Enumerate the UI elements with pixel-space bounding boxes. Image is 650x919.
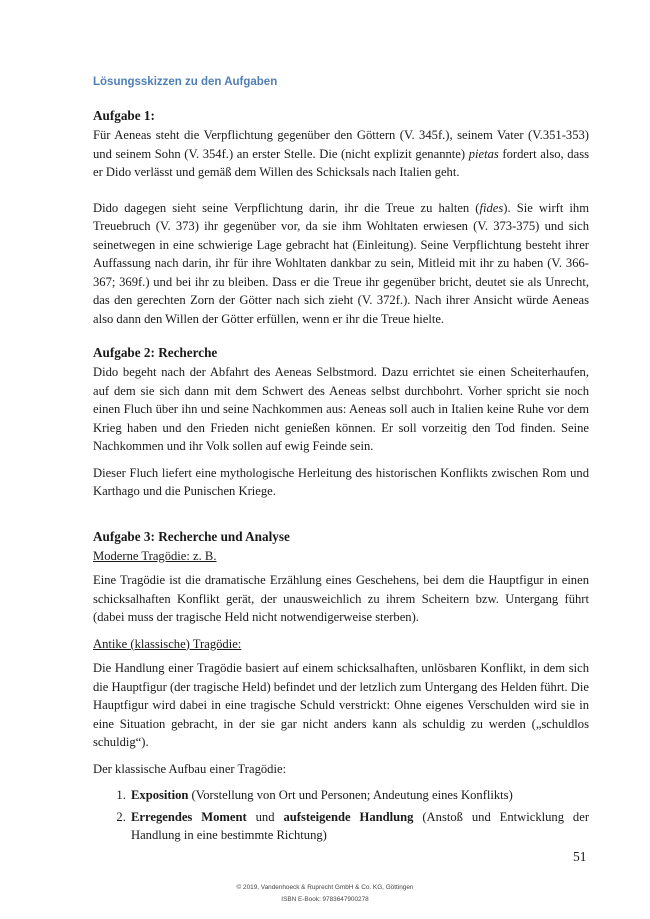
page-content — [93, 76, 589, 848]
moderne-tragoedie-subheading: Moderne Tragödie: z. B. — [93, 548, 217, 563]
aufgabe-1-heading: Aufgabe 1: — [93, 108, 155, 123]
page-number: 51 — [573, 849, 587, 864]
aufgabe-3-paragraph-1: Eine Tragödie ist die dramatische Erzählung eines Geschehens, bei dem die Hauptfigur in einen schicksalhaften Konflikt gerät, der unausweichlich zu ihrem Scheitern bzw. Untergang führt (dabei muss der tragische Held nicht notwendigerweise sterben). — [93, 573, 589, 624]
list-item: 1. Exposition (Vorstellung von Ort und Personen; Andeutung eines Konflikts) — [129, 786, 589, 805]
tragedy-structure-list — [93, 786, 589, 845]
copyright-footer: © 2019, Vandenhoeck & Ruprecht GmbH & Co. KG, Göttingen — [236, 884, 414, 891]
section-heading: Lösungsskizzen zu den Aufgaben — [93, 76, 278, 88]
fides-term: fides — [479, 200, 504, 215]
aufgabe-2-paragraph-2: Dieser Fluch liefert eine mythologische Herleitung des historischen Konflikts zwischen Rom und Karthago und die Punischen Kriege. — [93, 465, 589, 498]
list-item: 2. Erregendes Moment und aufsteigende Handlung (Anstoß und Entwicklung der Handlung in eine bestimmte Richtung) — [129, 808, 589, 845]
aufgabe-2-heading: Aufgabe 2: Recherche — [93, 345, 218, 360]
aufgabe-1-paragraph-2: Dido dagegen sieht seine Verpflichtung darin, ihr die Treue zu halten (fides). Sie wirft ihm Treuebruch (V. 373) ihr gegenüber vor, da sie ihm Wohltaten erwiesen (V. 373-375) und sich seinetwegen in eine schwierige Lage gebracht hat (Einleitung). Seine Verpflichtung besteht ihrer Auffassung nach darin, ihr für ihre Wohltaten dankbar zu sein, Mitleid mit ihr zu haben (V. 366-367; 369f.) und bei ihr zu bleiben. Dass er die Treue ihr gegenüber bricht, deutet sie als Unrecht, das den gerechten Zorn der Götter nach sich zieht (V. 372f.). Nach ihrer Ansicht würde Aeneas also dann den Willen der Götter erfüllen, wenn er ihr die Treue hielte. — [93, 200, 590, 326]
aufgabe-2-paragraph-1: Dido begeht nach der Abfahrt des Aeneas Selbstmord. Dazu errichtet sie einen Scheiterhaufen, auf dem sie sich dann mit dem Schwert des Aeneas selbst durchbohrt. Vorher spricht sie noch einen Fluch über ihn und seine Nachkommen aus: Aeneas soll auch in Italien keine Ruhe vor dem Krieg haben und den Frieden nicht genießen können. Er soll vorzeitig den Tod finden. Seine Nachkommen und ihr Volk sollen auf ewig Feinde sein. — [93, 365, 589, 453]
pietas-term: pietas — [468, 146, 499, 161]
antike-tragoedie-subheading: Antike (klassische) Tragödie: — [93, 636, 242, 651]
aufgabe-3-paragraph-3: Der klassische Aufbau einer Tragödie: — [93, 761, 287, 776]
aufgabe-3-heading: Aufgabe 3: Recherche und Analyse — [93, 528, 290, 544]
isbn-footer: ISBN E-Book: 9783647900278 — [281, 896, 369, 903]
aufgabe-1-paragraph-1: Für Aeneas steht die Verpflichtung gegenüber den Göttern (V. 345f.), seinem Vater (V.351-353) und seinem Sohn (V. 354f.) an erster Stelle. Die (nicht explizit genannte) pietas fordert also, dass er Dido verlässt und gemäß dem Willen des Schicksals nach Italien geht. — [93, 128, 589, 179]
aufgabe-3-paragraph-2: Die Handlung einer Tragödie basiert auf einem schicksalhaften, unlösbaren Konflikt, in dem sich die Hauptfigur (der tragische Held) befindet und der letzlich zum Untergang des Helden führt. Die Hauptfigur wird dabei in eine tragische Schuld verstrickt: Ohne eigenes Verschulden wird sie in eine Situation gebracht, in der sie gar nicht anders kann als schuldig zu werden („schuldlos schuldig“). — [93, 661, 589, 749]
